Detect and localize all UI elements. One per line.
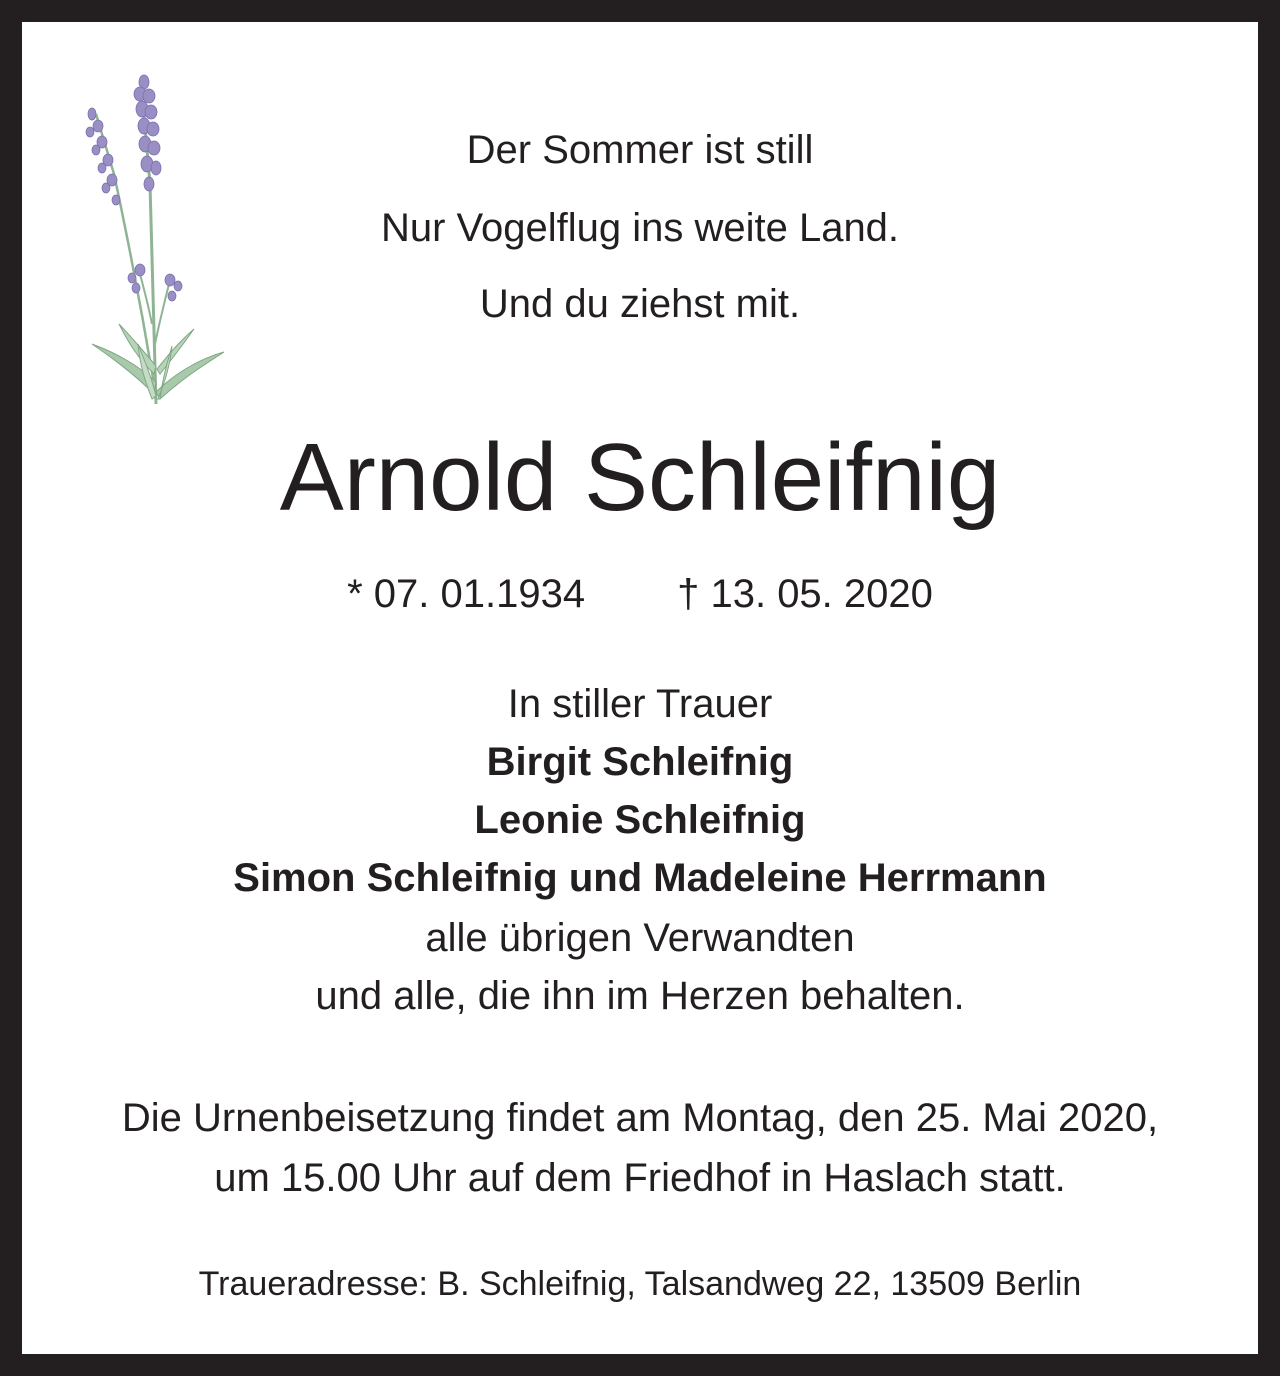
mourner-name: Birgit Schleifnig [486, 740, 794, 784]
deceased-name: Arnold Schleifnig [279, 424, 1001, 531]
mourner-name: Leonie Schleifnig [474, 798, 806, 842]
birth-date: * 07. 01.1934 [347, 572, 586, 616]
poem-line-2: Nur Vogelflug ins weite Land. [380, 206, 900, 250]
poem-line-1: Der Sommer ist still [466, 128, 814, 172]
funeral-info-line-1: Die Urnenbeisetzung findet am Montag, den 25. Mai 2020, [121, 1096, 1159, 1140]
poem-line-3: Und du ziehst mit. [479, 282, 801, 326]
obituary-notice [22, 22, 1258, 1354]
funeral-info-line-2: um 15.00 Uhr auf dem Friedhof in Haslach statt. [214, 1156, 1066, 1200]
mourning-closing-1: alle übrigen Verwandten [425, 916, 855, 960]
mourner-name: Simon Schleifnig und Madeleine Herrmann [233, 856, 1047, 900]
mourning-closing-2: und alle, die ihn im Herzen behalten. [315, 974, 965, 1018]
mourning-address: Traueradresse: B. Schleifnig, Talsandweg 22, 13509 Berlin [198, 1265, 1082, 1303]
death-date: † 13. 05. 2020 [677, 572, 933, 616]
mourning-intro: In stiller Trauer [507, 682, 773, 726]
life-dates [22, 574, 1258, 614]
